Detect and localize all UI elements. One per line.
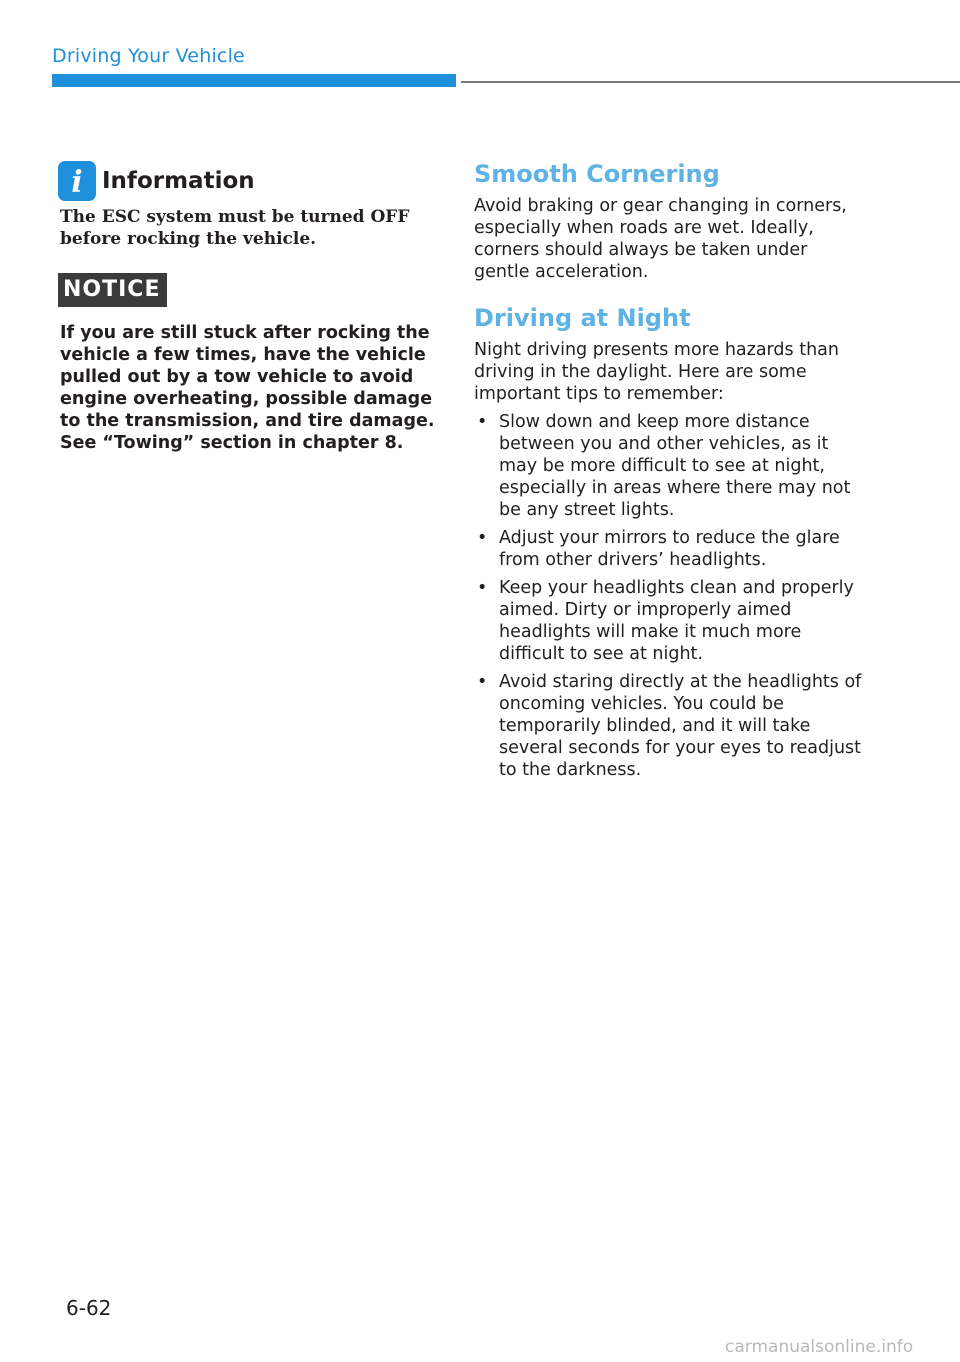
list-item [474,577,864,665]
night-driving-tips-list [474,411,864,781]
information-title: Information [102,168,255,194]
info-icon [58,161,96,201]
notice-badge: NOTICE [58,273,167,307]
driving-at-night-intro: Night driving presents more hazards than driving in the daylight. Here are some important tips to remember: [474,340,839,404]
driving-at-night-heading: Driving at Night [474,304,691,332]
notice-text: If you are still stuck after rocking the vehicle a few times, have the vehicle pulled out by a tow vehicle to avoid engine overheating, possible damage to the transmission, and tire damage. See “Towing” section in chapter 8. [60,323,435,453]
left-column [58,160,443,454]
tip-text: Avoid staring directly at the headlights of oncoming vehicles. You could be temporarily blinded, and it will take several seconds for your eyes to readjust to the darkness. [499,672,862,780]
watermark: carmanualsonline.info [725,1337,914,1357]
header-divider-line [461,81,960,83]
information-text: The ESC system must be turned OFF before rocking the vehicle. [60,207,410,249]
section-header-title: Driving Your Vehicle [52,45,245,67]
tip-text: Adjust your mirrors to reduce the glare from other drivers’ headlights. [499,528,840,570]
smooth-cornering-text: Avoid braking or gear changing in corners, especially when roads are wet. Ideally, corners should always be taken under gentle acceleration. [474,196,847,282]
bullet-icon: • [477,412,488,432]
list-item [474,671,864,781]
bullet-icon: • [477,672,488,692]
bullet-icon: • [477,578,488,598]
right-column [474,158,864,781]
page-number: 6-62 [66,1296,112,1320]
list-item [474,411,864,521]
bullet-icon: • [477,528,488,548]
info-i-glyph [67,165,87,197]
list-item [474,527,864,571]
header-accent-bar [52,74,456,87]
information-heading [58,160,443,202]
smooth-cornering-heading: Smooth Cornering [474,160,720,188]
svg-text:i: i [71,165,83,197]
tip-text: Keep your headlights clean and properly aimed. Dirty or improperly aimed headlights will make it much more difficult to see at night. [499,578,854,664]
tip-text: Slow down and keep more distance between you and other vehicles, as it may be more difficult to see at night, especially in areas where there may not be any street lights. [499,412,851,520]
